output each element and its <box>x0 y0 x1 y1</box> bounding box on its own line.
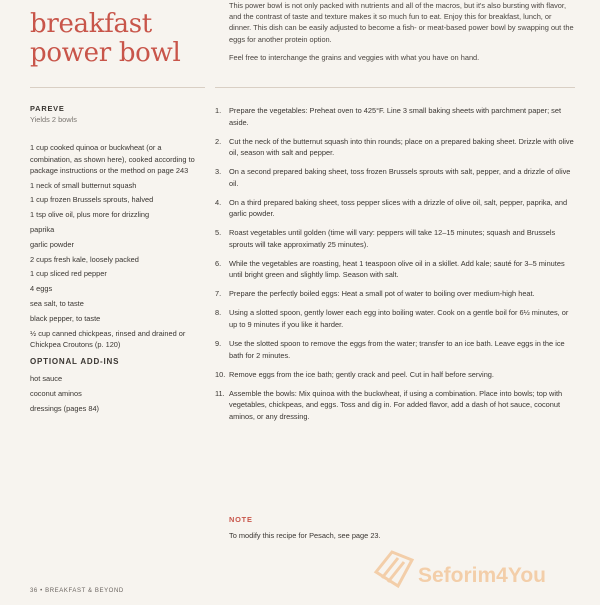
step-text: Cut the neck of the butternut squash into thin rounds; place on a prepared baking sheet. Drizzle with olive oil, season with salt and pepper. <box>229 136 574 158</box>
steps-divider <box>215 87 575 88</box>
step-item <box>215 338 575 361</box>
title-line-1: breakfast <box>30 9 152 39</box>
step-item <box>215 388 575 423</box>
step-number: 8. <box>215 308 222 318</box>
yields-text: Yields 2 bowls <box>30 115 77 125</box>
step-number: 10. <box>215 369 226 379</box>
ingredient-list <box>30 142 202 350</box>
step-text: Use the slotted spoon to remove the eggs from the water; transfer to an ice bath. Leave eggs in the ice bath for 2 minutes. <box>229 339 565 360</box>
ingredient-item: sea salt, to taste <box>30 298 84 308</box>
step-text: Roast vegetables until golden (time will vary: peppers will take 12–15 minutes; squash and Brussels sprouts will take approximatly 25 minutes). <box>229 228 556 249</box>
pareve-tag: PAREVE <box>30 104 65 113</box>
ingredient-item: black pepper, to taste <box>30 313 101 323</box>
optional-heading: OPTIONAL ADD-INS <box>30 356 120 366</box>
step-item <box>215 136 575 159</box>
note-label: NOTE <box>229 515 253 524</box>
ingredient-item: 1 cup sliced red pepper <box>30 269 107 279</box>
step-number: 2. <box>215 136 222 146</box>
step-item <box>215 258 575 281</box>
optional-item: hot sauce <box>30 374 63 384</box>
sidebar-divider <box>30 87 205 88</box>
ingredient-item: 1 tsp olive oil, plus more for drizzling <box>30 210 150 220</box>
recipe-title <box>30 10 181 68</box>
step-item <box>215 307 575 330</box>
ingredients-sidebar <box>30 103 202 418</box>
ingredient-item: 1 neck of small butternut squash <box>30 180 137 190</box>
step-number: 9. <box>215 339 222 349</box>
intro-text <box>229 0 574 70</box>
step-item <box>215 105 575 128</box>
optional-list <box>30 373 202 414</box>
step-number: 1. <box>215 106 222 115</box>
step-item <box>215 166 575 189</box>
optional-item: dressings (pages 84) <box>30 403 100 413</box>
ingredient-item: ½ cup canned chickpeas, rinsed and drained or Chickpea Croutons (p. 120) <box>30 328 186 349</box>
ingredient-item: garlic powder <box>30 239 74 249</box>
step-text: On a third prepared baking sheet, toss pepper slices with a drizzle of olive oil, salt, pepper, paprika, and garlic powder. <box>229 197 568 219</box>
step-text: Using a slotted spoon, gently lower each egg into boiling water. Cook on a gentle boil for 6½ minutes, or up to 9 minutes if you like it harder. <box>229 308 569 330</box>
optional-item: coconut aminos <box>30 388 82 398</box>
ingredient-item: 1 cup cooked quinoa or buckwheat (or a combination, as shown here), cooked according to package instructions or the method on page 243 <box>30 143 195 175</box>
ingredient-item: 4 eggs <box>30 284 53 294</box>
title-line-2: power bowl <box>30 38 181 68</box>
step-number: 3. <box>215 167 222 177</box>
step-text: Prepare the perfectly boiled eggs: Heat a small pot of water to boiling over medium-high heat. <box>229 289 535 299</box>
step-number: 7. <box>215 289 222 299</box>
intro-paragraph: Feel free to interchange the grains and veggies with what you have on hand. <box>229 52 480 62</box>
ingredient-item: paprika <box>30 225 55 234</box>
step-number: 6. <box>215 258 222 268</box>
step-item <box>215 288 575 300</box>
intro-paragraph: This power bowl is not only packed with nutrients and all of the macros, but it's also bursting with flavor, and the contrast of taste and texture makes it so much fun to eat. Enjoy this for breakfast, lunch, or dinner. This dish can be easily adjusted to become a fish- or meat-based power bowl by swapping out the eggs for another protein option. <box>229 1 574 44</box>
step-item <box>215 227 575 250</box>
step-number: 11. <box>215 388 225 398</box>
ingredient-item: 1 cup frozen Brussels sprouts, halved <box>30 195 154 205</box>
step-text: On a second prepared baking sheet, toss frozen Brussels sprouts with salt, pepper, and a drizzle of olive oil. <box>229 167 571 188</box>
step-text: While the vegetables are roasting, heat 1 teaspoon olive oil in a skillet. Add kale; sauté for 3–5 minutes until bright green and slightly limp. Season with salt. <box>229 258 565 280</box>
method-steps <box>215 105 575 430</box>
watermark-logo <box>368 530 600 600</box>
note-text: To modify this recipe for Pesach, see page 23. <box>229 531 381 540</box>
watermark-text: Seforim4You <box>418 564 546 587</box>
page-footer: 36 • BREAKFAST & BEYOND <box>30 588 124 594</box>
step-item <box>215 197 575 220</box>
step-number: 5. <box>215 228 222 238</box>
step-text: Assemble the bowls: Mix quinoa with the buckwheat, if using a combination. Place into bowls; top with vegetables, chickpeas, and eggs. Toss and dig in. For added flavor, add a dash of hot sauce, coconut aminos, or any dressing. <box>229 388 563 421</box>
step-text: Remove eggs from the ice bath; gently crack and peel. Cut in half before serving. <box>229 369 494 379</box>
ingredient-item: 2 cups fresh kale, loosely packed <box>30 254 139 264</box>
step-item <box>215 369 575 381</box>
step-number: 4. <box>215 197 222 207</box>
step-text: Prepare the vegetables: Preheat oven to 425°F. Line 3 small baking sheets with parchment paper; set aside. <box>229 106 562 127</box>
